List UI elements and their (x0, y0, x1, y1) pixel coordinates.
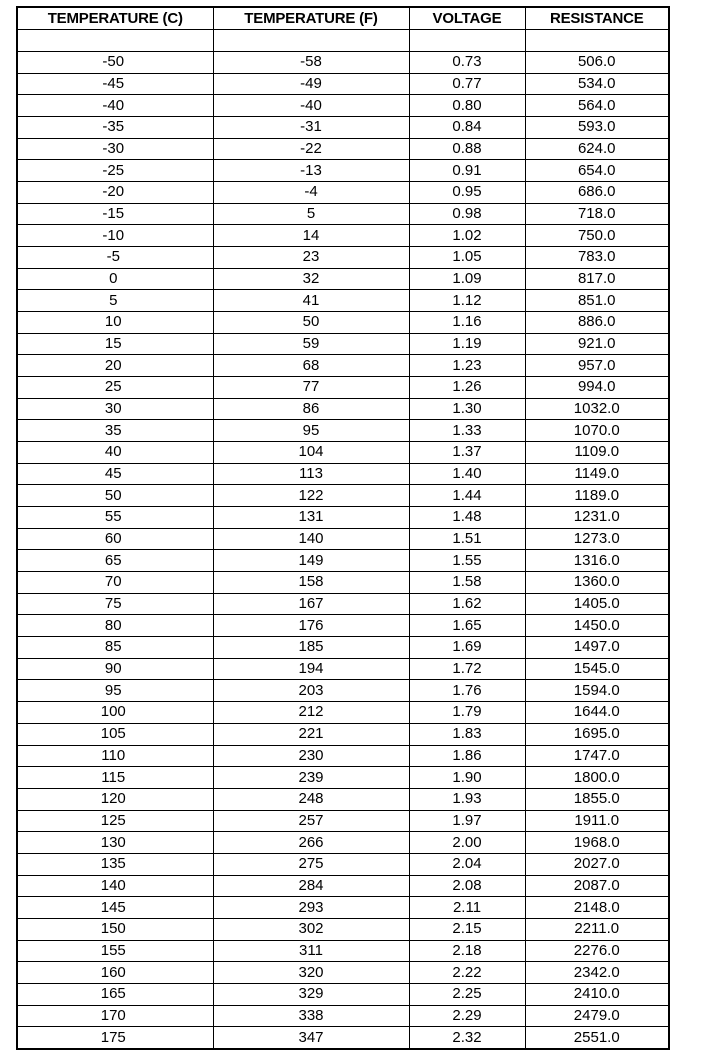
cell-temperature-f: 68 (213, 355, 409, 377)
cell-voltage: 2.04 (409, 853, 525, 875)
cell-resistance: 1360.0 (525, 572, 669, 594)
table-row (17, 983, 669, 1005)
cell-resistance: 886.0 (525, 312, 669, 334)
cell-temperature-c: 20 (17, 355, 213, 377)
cell-resistance: 2410.0 (525, 983, 669, 1005)
table-row (17, 767, 669, 789)
cell-temperature-f: 32 (213, 268, 409, 290)
cell-resistance: 506.0 (525, 52, 669, 74)
cell-temperature-c: 145 (17, 897, 213, 919)
table-row (17, 572, 669, 594)
cell-temperature-f: -4 (213, 182, 409, 204)
cell-voltage: 1.55 (409, 550, 525, 572)
cell-resistance: 750.0 (525, 225, 669, 247)
cell-resistance: 1149.0 (525, 463, 669, 485)
cell-voltage: 1.33 (409, 420, 525, 442)
cell-voltage: 1.48 (409, 507, 525, 529)
cell-temperature-f: 14 (213, 225, 409, 247)
table-row (17, 593, 669, 615)
cell-temperature-c: 110 (17, 745, 213, 767)
table-row (17, 875, 669, 897)
cell-temperature-c: -20 (17, 182, 213, 204)
cell-voltage: 1.02 (409, 225, 525, 247)
cell-voltage: 2.00 (409, 832, 525, 854)
cell-resistance: 534.0 (525, 73, 669, 95)
table-row (17, 52, 669, 74)
cell-temperature-f: -40 (213, 95, 409, 117)
cell-temperature-c: -25 (17, 160, 213, 182)
cell-temperature-c: 160 (17, 962, 213, 984)
cell-temperature-f: -31 (213, 117, 409, 139)
table-row (17, 1005, 669, 1027)
cell-voltage: 1.37 (409, 442, 525, 464)
cell-temperature-f: 149 (213, 550, 409, 572)
header-resistance: RESISTANCE (525, 7, 669, 30)
cell-temperature-f: 185 (213, 637, 409, 659)
cell-temperature-c: 60 (17, 528, 213, 550)
cell-voltage: 1.76 (409, 680, 525, 702)
blank-cell (213, 30, 409, 52)
cell-voltage: 1.93 (409, 788, 525, 810)
cell-resistance: 1405.0 (525, 593, 669, 615)
cell-voltage: 1.72 (409, 658, 525, 680)
cell-temperature-f: 293 (213, 897, 409, 919)
cell-voltage: 1.58 (409, 572, 525, 594)
table-row (17, 247, 669, 269)
cell-resistance: 1747.0 (525, 745, 669, 767)
table-row (17, 940, 669, 962)
table-body (17, 30, 669, 1049)
cell-voltage: 1.97 (409, 810, 525, 832)
cell-temperature-c: 85 (17, 637, 213, 659)
cell-voltage: 2.18 (409, 940, 525, 962)
cell-temperature-c: 140 (17, 875, 213, 897)
table-row (17, 160, 669, 182)
cell-temperature-f: 338 (213, 1005, 409, 1027)
cell-voltage: 1.12 (409, 290, 525, 312)
cell-resistance: 1545.0 (525, 658, 669, 680)
cell-temperature-c: -30 (17, 138, 213, 160)
cell-resistance: 783.0 (525, 247, 669, 269)
table-row (17, 355, 669, 377)
blank-cell (525, 30, 669, 52)
table-row (17, 95, 669, 117)
cell-voltage: 1.09 (409, 268, 525, 290)
table-row (17, 268, 669, 290)
table-row (17, 723, 669, 745)
cell-temperature-f: 203 (213, 680, 409, 702)
cell-temperature-f: 59 (213, 333, 409, 355)
cell-voltage: 1.83 (409, 723, 525, 745)
cell-voltage: 1.69 (409, 637, 525, 659)
blank-cell (17, 30, 213, 52)
table-row (17, 333, 669, 355)
cell-resistance: 1695.0 (525, 723, 669, 745)
cell-temperature-c: 135 (17, 853, 213, 875)
table-row (17, 203, 669, 225)
cell-voltage: 1.51 (409, 528, 525, 550)
cell-temperature-f: 194 (213, 658, 409, 680)
cell-resistance: 1231.0 (525, 507, 669, 529)
cell-temperature-f: -49 (213, 73, 409, 95)
table-row (17, 788, 669, 810)
cell-resistance: 1644.0 (525, 702, 669, 724)
cell-voltage: 1.40 (409, 463, 525, 485)
cell-temperature-c: 55 (17, 507, 213, 529)
cell-temperature-f: 176 (213, 615, 409, 637)
table-row (17, 702, 669, 724)
table-row (17, 680, 669, 702)
cell-temperature-c: 40 (17, 442, 213, 464)
cell-resistance: 851.0 (525, 290, 669, 312)
cell-temperature-c: 155 (17, 940, 213, 962)
cell-resistance: 994.0 (525, 377, 669, 399)
cell-temperature-f: -22 (213, 138, 409, 160)
cell-voltage: 1.26 (409, 377, 525, 399)
cell-temperature-c: 5 (17, 290, 213, 312)
cell-temperature-c: 80 (17, 615, 213, 637)
table-row (17, 507, 669, 529)
cell-temperature-f: 320 (213, 962, 409, 984)
cell-voltage: 1.19 (409, 333, 525, 355)
cell-temperature-c: 45 (17, 463, 213, 485)
cell-temperature-c: 30 (17, 398, 213, 420)
cell-temperature-c: 105 (17, 723, 213, 745)
cell-temperature-f: 95 (213, 420, 409, 442)
cell-voltage: 1.44 (409, 485, 525, 507)
cell-temperature-c: 65 (17, 550, 213, 572)
cell-resistance: 2148.0 (525, 897, 669, 919)
cell-resistance: 1497.0 (525, 637, 669, 659)
cell-voltage: 1.79 (409, 702, 525, 724)
cell-resistance: 654.0 (525, 160, 669, 182)
cell-temperature-c: 165 (17, 983, 213, 1005)
blank-cell (409, 30, 525, 52)
blank-row (17, 30, 669, 52)
table-row (17, 832, 669, 854)
cell-temperature-c: 15 (17, 333, 213, 355)
cell-resistance: 1968.0 (525, 832, 669, 854)
cell-voltage: 1.62 (409, 593, 525, 615)
table-row (17, 420, 669, 442)
cell-temperature-c: 170 (17, 1005, 213, 1027)
cell-temperature-c: 0 (17, 268, 213, 290)
cell-temperature-f: 275 (213, 853, 409, 875)
table-row (17, 615, 669, 637)
cell-temperature-f: 50 (213, 312, 409, 334)
cell-voltage: 1.86 (409, 745, 525, 767)
cell-temperature-f: 230 (213, 745, 409, 767)
cell-voltage: 0.88 (409, 138, 525, 160)
cell-voltage: 1.23 (409, 355, 525, 377)
cell-temperature-c: -15 (17, 203, 213, 225)
cell-voltage: 1.30 (409, 398, 525, 420)
cell-temperature-c: 35 (17, 420, 213, 442)
table-row (17, 225, 669, 247)
cell-voltage: 0.77 (409, 73, 525, 95)
cell-voltage: 1.16 (409, 312, 525, 334)
table-row (17, 897, 669, 919)
cell-resistance: 1273.0 (525, 528, 669, 550)
cell-voltage: 0.80 (409, 95, 525, 117)
cell-resistance: 1189.0 (525, 485, 669, 507)
cell-voltage: 1.65 (409, 615, 525, 637)
cell-resistance: 624.0 (525, 138, 669, 160)
cell-resistance: 2211.0 (525, 918, 669, 940)
cell-temperature-f: 5 (213, 203, 409, 225)
table-row (17, 485, 669, 507)
cell-temperature-f: 239 (213, 767, 409, 789)
cell-resistance: 1800.0 (525, 767, 669, 789)
cell-resistance: 564.0 (525, 95, 669, 117)
cell-resistance: 1109.0 (525, 442, 669, 464)
cell-voltage: 2.25 (409, 983, 525, 1005)
cell-voltage: 0.91 (409, 160, 525, 182)
header-temperature-f: TEMPERATURE (F) (213, 7, 409, 30)
cell-temperature-f: 248 (213, 788, 409, 810)
cell-temperature-c: 95 (17, 680, 213, 702)
cell-resistance: 718.0 (525, 203, 669, 225)
table-row (17, 1027, 669, 1049)
table-row (17, 138, 669, 160)
cell-temperature-f: -58 (213, 52, 409, 74)
header-row (17, 7, 669, 30)
cell-temperature-f: -13 (213, 160, 409, 182)
cell-resistance: 2087.0 (525, 875, 669, 897)
cell-temperature-c: -45 (17, 73, 213, 95)
table-row (17, 290, 669, 312)
cell-resistance: 1855.0 (525, 788, 669, 810)
cell-voltage: 2.32 (409, 1027, 525, 1049)
cell-temperature-f: 266 (213, 832, 409, 854)
cell-voltage: 0.95 (409, 182, 525, 204)
cell-voltage: 2.22 (409, 962, 525, 984)
cell-temperature-f: 113 (213, 463, 409, 485)
table-row (17, 442, 669, 464)
cell-temperature-f: 122 (213, 485, 409, 507)
header-temperature-c: TEMPERATURE (C) (17, 7, 213, 30)
cell-temperature-f: 131 (213, 507, 409, 529)
cell-resistance: 1316.0 (525, 550, 669, 572)
cell-temperature-f: 41 (213, 290, 409, 312)
cell-resistance: 2551.0 (525, 1027, 669, 1049)
table-row (17, 810, 669, 832)
cell-temperature-f: 212 (213, 702, 409, 724)
cell-voltage: 1.05 (409, 247, 525, 269)
cell-voltage: 2.08 (409, 875, 525, 897)
table-row (17, 182, 669, 204)
table-row (17, 550, 669, 572)
cell-resistance: 2027.0 (525, 853, 669, 875)
cell-resistance: 1032.0 (525, 398, 669, 420)
table-row (17, 528, 669, 550)
cell-temperature-c: -40 (17, 95, 213, 117)
table-header (17, 7, 669, 30)
cell-resistance: 1450.0 (525, 615, 669, 637)
cell-temperature-c: 50 (17, 485, 213, 507)
cell-resistance: 686.0 (525, 182, 669, 204)
cell-voltage: 1.90 (409, 767, 525, 789)
cell-temperature-c: 130 (17, 832, 213, 854)
cell-resistance: 921.0 (525, 333, 669, 355)
table-row (17, 73, 669, 95)
cell-temperature-c: 25 (17, 377, 213, 399)
cell-temperature-f: 302 (213, 918, 409, 940)
table-row (17, 463, 669, 485)
cell-temperature-c: 90 (17, 658, 213, 680)
table-row (17, 918, 669, 940)
header-voltage: VOLTAGE (409, 7, 525, 30)
cell-temperature-f: 104 (213, 442, 409, 464)
cell-voltage: 0.84 (409, 117, 525, 139)
cell-temperature-c: -5 (17, 247, 213, 269)
cell-resistance: 2342.0 (525, 962, 669, 984)
table-row (17, 398, 669, 420)
cell-temperature-c: -10 (17, 225, 213, 247)
cell-temperature-c: -50 (17, 52, 213, 74)
cell-temperature-c: 125 (17, 810, 213, 832)
cell-temperature-c: 100 (17, 702, 213, 724)
cell-temperature-c: 120 (17, 788, 213, 810)
cell-temperature-c: -35 (17, 117, 213, 139)
cell-voltage: 2.11 (409, 897, 525, 919)
cell-temperature-c: 75 (17, 593, 213, 615)
cell-temperature-c: 10 (17, 312, 213, 334)
cell-resistance: 1070.0 (525, 420, 669, 442)
cell-temperature-c: 115 (17, 767, 213, 789)
cell-temperature-f: 284 (213, 875, 409, 897)
cell-resistance: 1911.0 (525, 810, 669, 832)
cell-temperature-c: 70 (17, 572, 213, 594)
cell-temperature-c: 150 (17, 918, 213, 940)
cell-resistance: 2479.0 (525, 1005, 669, 1027)
cell-resistance: 2276.0 (525, 940, 669, 962)
cell-resistance: 1594.0 (525, 680, 669, 702)
cell-resistance: 817.0 (525, 268, 669, 290)
cell-temperature-f: 77 (213, 377, 409, 399)
table-row (17, 658, 669, 680)
cell-temperature-f: 23 (213, 247, 409, 269)
cell-temperature-c: 175 (17, 1027, 213, 1049)
cell-resistance: 593.0 (525, 117, 669, 139)
cell-temperature-f: 140 (213, 528, 409, 550)
cell-resistance: 957.0 (525, 355, 669, 377)
cell-voltage: 2.15 (409, 918, 525, 940)
cell-temperature-f: 329 (213, 983, 409, 1005)
table-row (17, 745, 669, 767)
cell-temperature-f: 86 (213, 398, 409, 420)
cell-voltage: 0.73 (409, 52, 525, 74)
table-row (17, 312, 669, 334)
cell-voltage: 2.29 (409, 1005, 525, 1027)
cell-temperature-f: 167 (213, 593, 409, 615)
cell-temperature-f: 158 (213, 572, 409, 594)
temperature-sensor-table (16, 6, 670, 1050)
table-row (17, 377, 669, 399)
table-row (17, 637, 669, 659)
cell-temperature-f: 347 (213, 1027, 409, 1049)
cell-voltage: 0.98 (409, 203, 525, 225)
cell-temperature-f: 257 (213, 810, 409, 832)
table-row (17, 962, 669, 984)
cell-temperature-f: 311 (213, 940, 409, 962)
cell-temperature-f: 221 (213, 723, 409, 745)
table-row (17, 117, 669, 139)
table-row (17, 853, 669, 875)
